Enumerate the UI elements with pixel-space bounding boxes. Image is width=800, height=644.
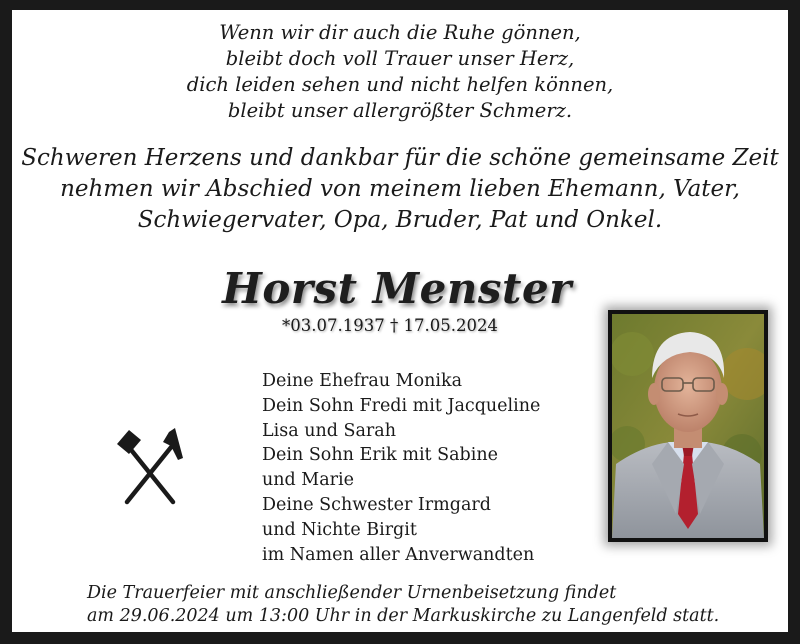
poem-line: bleibt doch voll Trauer unser Herz, bbox=[225, 47, 575, 70]
poem-line: bleibt unser allergrößter Schmerz. bbox=[227, 99, 573, 122]
mourner-line: Deine Ehefrau Monika bbox=[262, 371, 463, 391]
mourner-line: und Marie bbox=[262, 470, 354, 491]
mourners-list bbox=[262, 369, 540, 567]
poem-line: dich leiden sehen und nicht helfen können, bbox=[186, 73, 614, 96]
funeral-info-line: Die Trauerfeier mit anschließender Urnenbeisetzung findet bbox=[87, 583, 617, 603]
poem bbox=[12, 20, 788, 124]
obituary-card bbox=[12, 10, 788, 632]
portrait-frame bbox=[608, 310, 768, 542]
mourner-line: Deine Schwester Irmgard bbox=[262, 494, 491, 515]
portrait-photo bbox=[612, 314, 764, 538]
poem-line: Wenn wir dir auch die Ruhe gönnen, bbox=[219, 21, 581, 44]
mourner-line: und Nichte Birgit bbox=[262, 519, 417, 540]
mourner-line: Lisa und Sarah bbox=[262, 420, 396, 441]
intro-line: Schweren Herzens und dankbar für die schöne gemeinsame Zeit bbox=[21, 145, 779, 171]
deceased-name: Horst Menster bbox=[222, 264, 572, 313]
mourner-line: Dein Sohn Fredi mit Jacqueline bbox=[262, 395, 541, 416]
funeral-info bbox=[87, 582, 719, 628]
funeral-info-line: am 29.06.2024 um 13:00 Uhr in der Markuskirche zu Langenfeld statt. bbox=[87, 606, 720, 626]
intro-line: Schwiegervater, Opa, Bruder, Pat und Onkel. bbox=[137, 207, 663, 233]
life-dates: *03.07.1937 † 17.05.2024 bbox=[282, 316, 498, 335]
intro-text bbox=[12, 143, 788, 236]
hammer-and-pick-icon bbox=[115, 424, 185, 506]
mourner-line: im Namen aller Anverwandten bbox=[262, 544, 535, 565]
mourner-line: Dein Sohn Erik mit Sabine bbox=[262, 445, 498, 466]
intro-line: nehmen wir Abschied von meinem lieben Ehemann, Vater, bbox=[60, 176, 740, 202]
